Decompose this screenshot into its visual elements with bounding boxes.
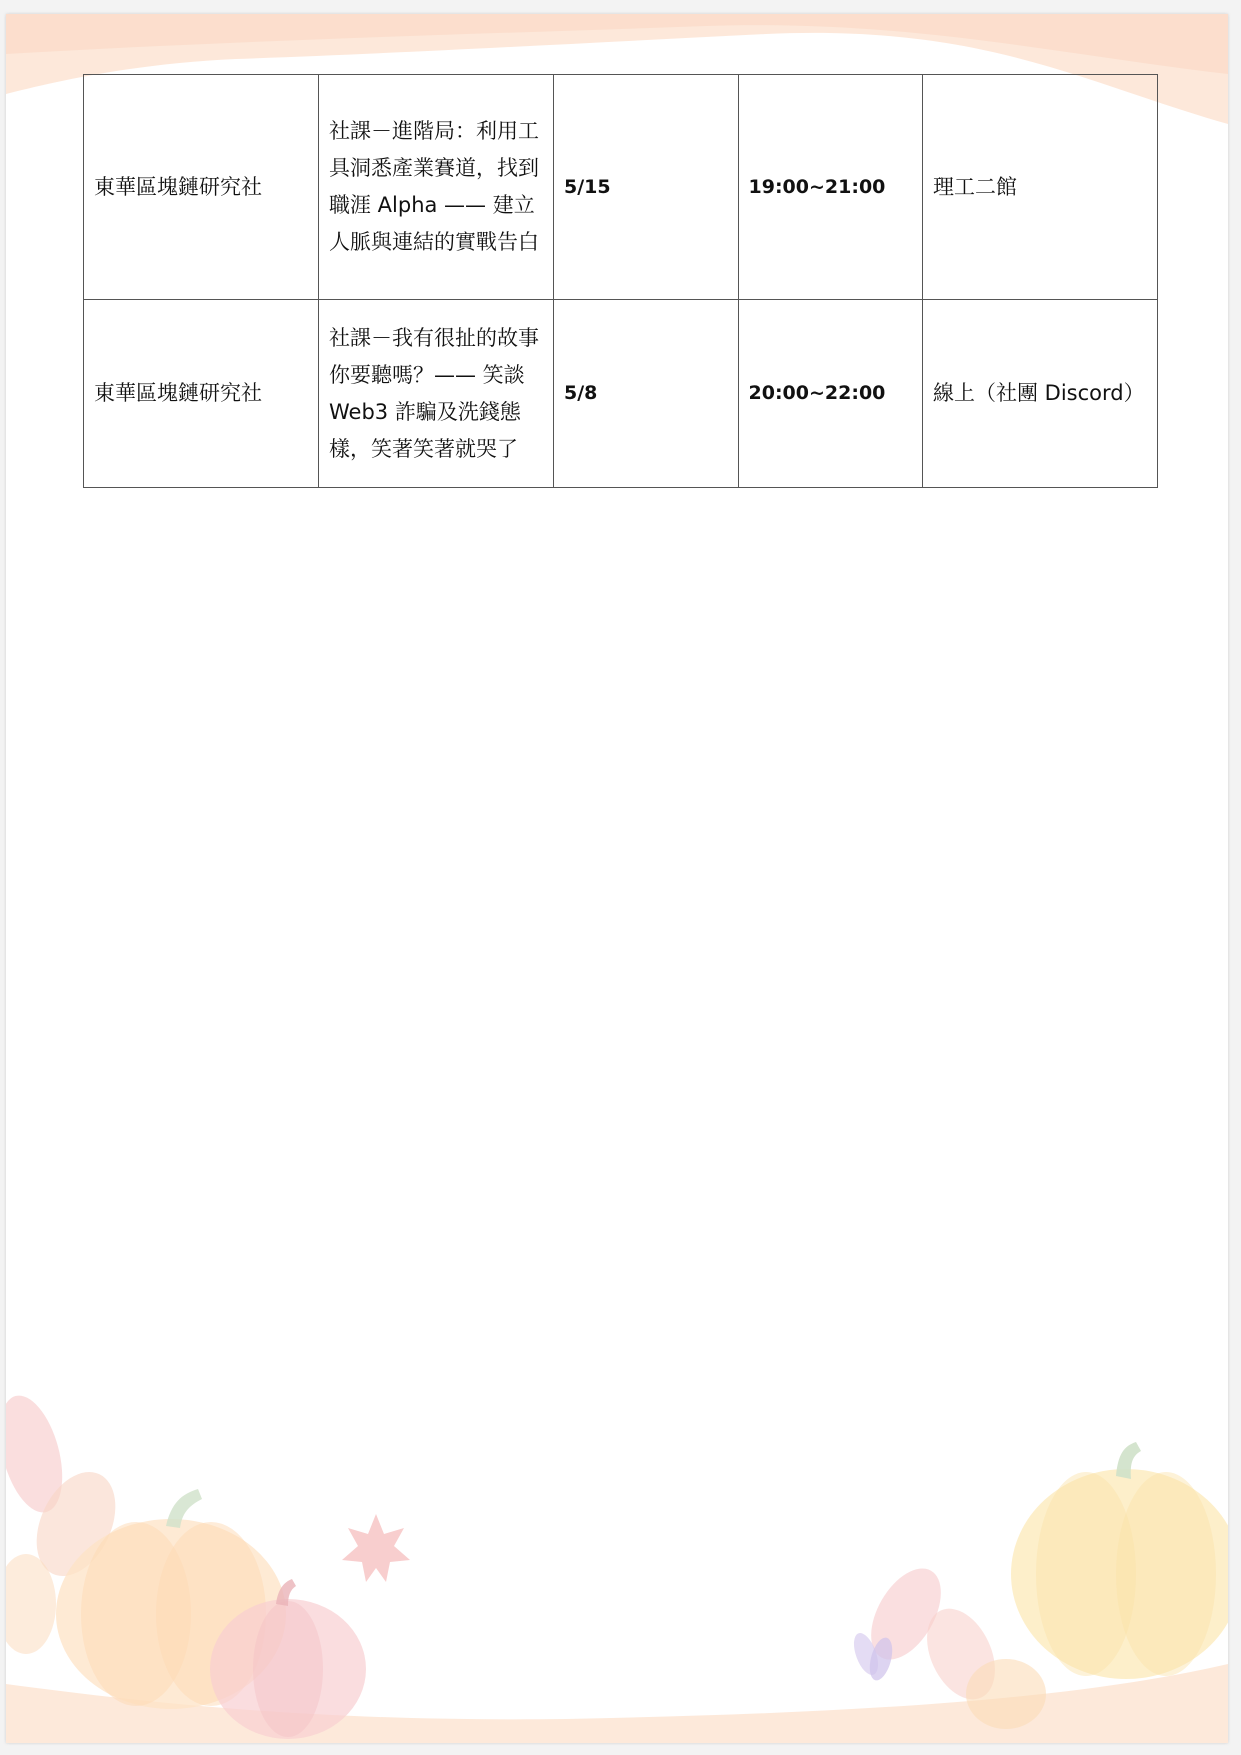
schedule-table [83, 74, 1158, 488]
date-cell: 5/15 [554, 75, 739, 300]
maple-leaf-icon [342, 1514, 410, 1582]
organization-cell: 東華區塊鏈研究社 [84, 300, 319, 488]
topic-cell: 社課－我有很扯的故事你要聽嗎？—— 笑談 Web3 詐騙及洗錢態樣，笑著笑著就哭了 [319, 300, 554, 488]
time-cell: 20:00~22:00 [738, 300, 923, 488]
organization-cell: 東華區塊鏈研究社 [84, 75, 319, 300]
date-cell: 5/8 [554, 300, 739, 488]
table-row [84, 75, 1158, 300]
document-page [6, 14, 1228, 1743]
location-cell: 理工二館 [923, 75, 1158, 300]
leaf-icon [966, 1659, 1046, 1729]
pumpkin-icon [1116, 1472, 1216, 1676]
location-cell: 線上（社團 Discord） [923, 300, 1158, 488]
pumpkin-icon [253, 1601, 323, 1737]
time-cell: 19:00~21:00 [738, 75, 923, 300]
topic-cell: 社課－進階局：利用工具洞悉產業賽道，找到職涯 Alpha —— 建立人脈與連結的實戰告白 [319, 75, 554, 300]
table-row [84, 300, 1158, 488]
